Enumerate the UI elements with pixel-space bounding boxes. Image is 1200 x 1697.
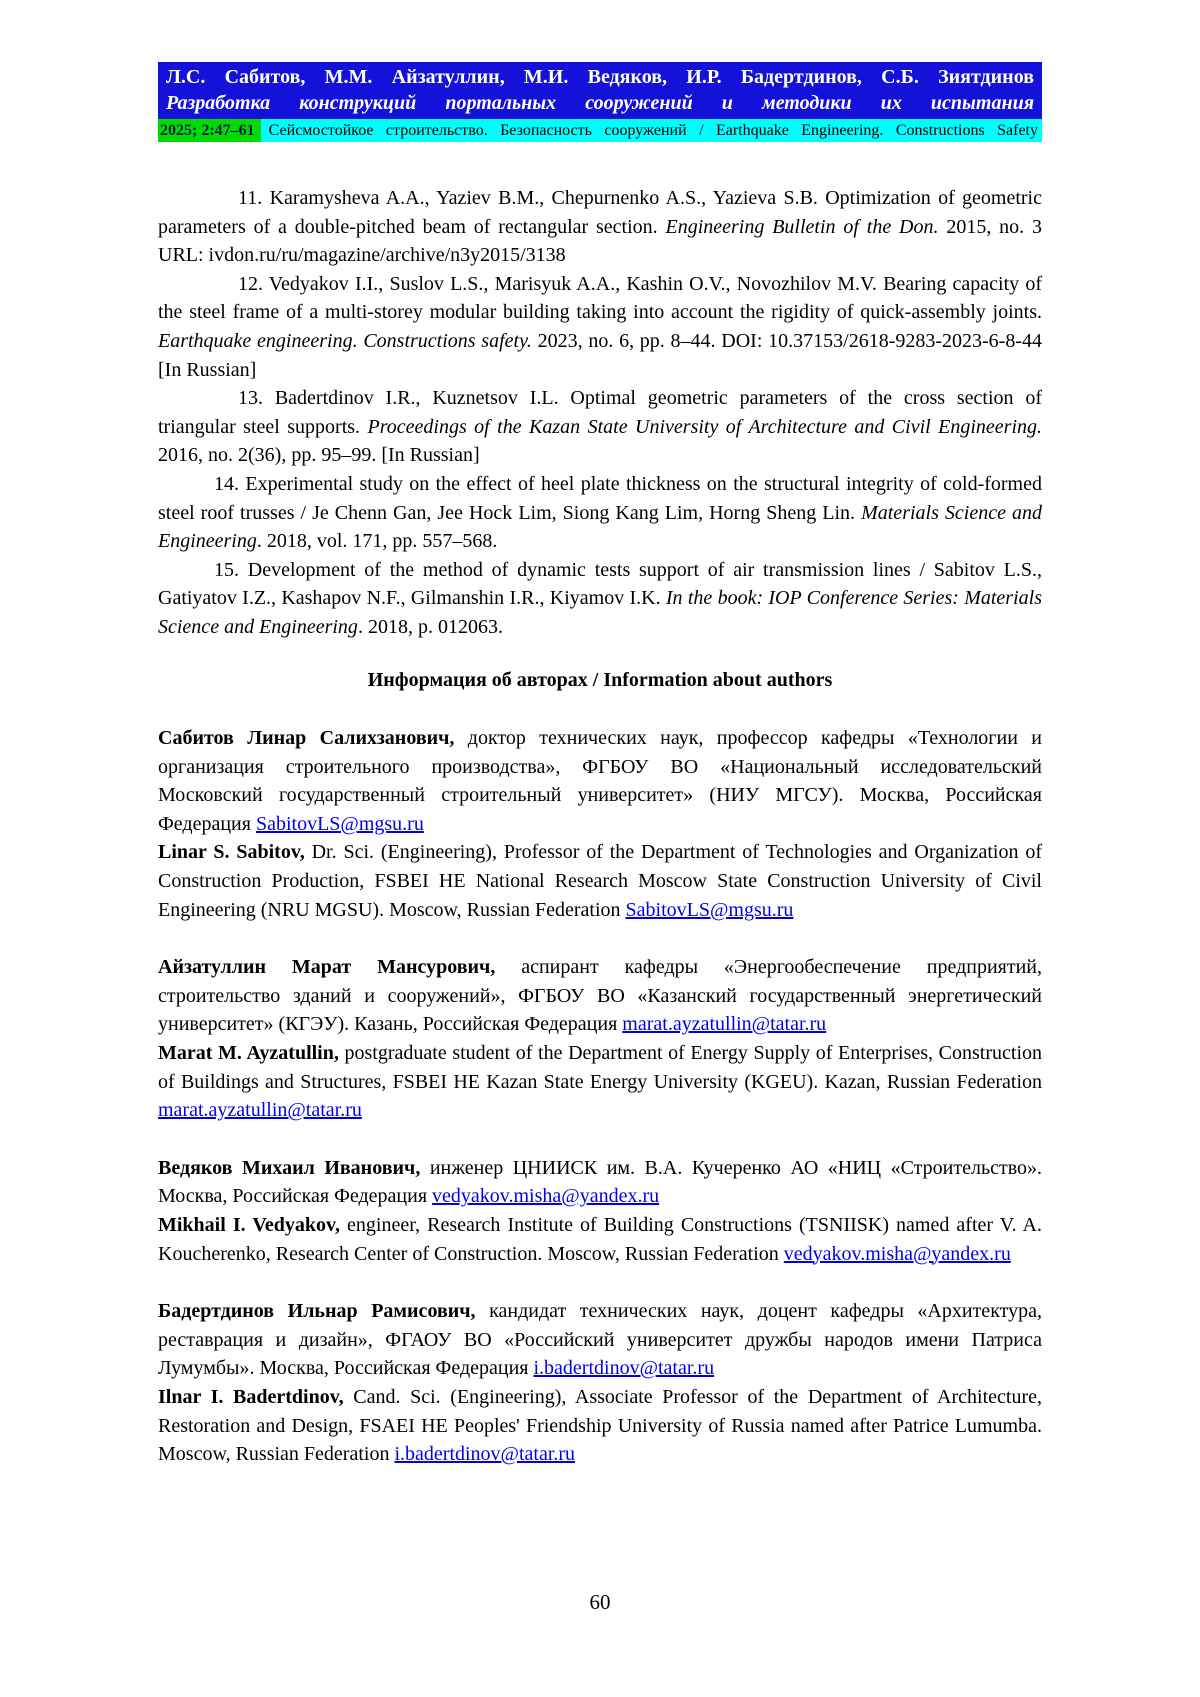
author-paragraph-ru [158,724,1042,838]
text-run: 12. Vedyakov I.I., Suslov L.S., Marisyuk A.A., Kashin O.V., Novozhilov M.V. Bearing capacity of the steel frame of a multi-storey modular building taking into account the rigidity of quick-assembly joints. [158,272,1042,324]
author-block-ayzatullin [158,953,1042,1125]
source-title: In the book: IOP Conference Series: Materials Science and Engineering [158,587,1042,638]
email-link[interactable]: i.badertdinov@tatar.ru [533,1357,715,1380]
page-footer [0,1588,1200,1616]
source-title: Engineering Bulletin of the Don. [665,215,939,238]
author-name: Mikhail I. Vedyakov, [158,1214,340,1236]
text-run: engineer, Research Institute of Building Constructions (TSNIISK) named after V. A. Koucherenko, Research Center of Construction. Moscow, Russian Federation [158,1214,1042,1265]
text-run: . 2018, vol. 171, pp. 557–568. [256,530,498,553]
author-paragraph-ru [158,1297,1042,1383]
author-name: Linar S. Sabitov, [158,841,305,864]
text-run: 11. Karamysheva A.A., Yaziev B.M., Chepurnenko A.S., Yazieva S.B. Optimization of geometric parameters of a double-pitched beam of rectangular section. [158,187,1042,238]
text-run: 2023, no. 6, pp. 8–44. DOI: 10.37153/2618-9283-2023-6-8-44 [In Russian] [158,329,1042,381]
reference-item-15 [158,556,1042,642]
author-name: Ilnar I. Badertdinov, [158,1385,344,1408]
author-paragraph-ru [158,1154,1042,1211]
reference-item-14 [158,470,1042,556]
journal-header [158,62,1042,142]
email-link[interactable]: vedyakov.misha@yandex.ru [432,1185,660,1208]
page-number: 60 [589,1590,611,1614]
reference-item-11 [158,184,1042,270]
author-paragraph-en [158,838,1042,924]
email-link[interactable]: SabitovLS@mgsu.ru [255,812,424,835]
author-paragraph-en [158,1383,1042,1469]
text-run: . 2018, p. 012063. [357,615,503,638]
reference-item-12 [158,270,1042,384]
text-run: аспирант кафедры «Энергообеспечение предприятий, строительство зданий и сооружений», ФГБОУ ВО «Казанский государственный энергетический университет» (КГЭУ). Казань, Российская Федерация [158,956,1042,1036]
author-block-vedyakov [158,1154,1042,1268]
running-head-article-title: Разработка конструкций портальных сооружений и методики их испытания [166,92,1034,114]
text-run: 14. Experimental study on the effect of heel plate thickness on the structural integrity of cold-formed steel roof trusses / Je Chenn Gan, Jee Hock Lim, Siong Kang Lim, Horng Sheng Lin. [158,472,1042,524]
email-link[interactable]: SabitovLS@mgsu.ru [625,898,794,921]
text-run: 13. Badertdinov I.R., Kuznetsov I.L. Optimal geometric parameters of the cross section of triangular steel supports. [158,387,1042,438]
source-title: Materials Science and Engineering [158,501,1042,553]
text-run: postgraduate student of the Department of Energy Supply of Enterprises, Construction of Buildings and Structures, FSBEI HE Kazan State Energy University (KGEU). Kazan, Russian Federation [158,1042,1042,1093]
text-run: 2015, no. 3 URL: ivdon.ru/ru/magazine/archive/n3y2015/3138 [158,215,1043,267]
source-title: Earthquake engineering. Constructions safety. [158,329,532,352]
email-link[interactable]: marat.ayzatullin@tatar.ru [158,1099,362,1122]
email-link[interactable]: vedyakov.misha@yandex.ru [783,1242,1011,1265]
author-name: Сабитов Линар Салихзанович, [158,727,455,750]
authors-section-heading: Информация об авторах / Information about authors [367,668,833,691]
author-paragraph-en [158,1211,1042,1268]
author-block-badertdinov [158,1297,1042,1469]
journal-name: Сейсмостойкое строительство. Безопасность сооружений / Earthquake Engineering. Constructions Safety [261,119,1042,142]
text-run: доктор технических наук, профессор кафедры «Технологии и организация строительного производства», ФГБОУ ВО «Национальный исследовательский Московский государственный строительный университет» (НИУ МГСУ). Москва, Российская Федерация [158,727,1042,835]
text-run: 15. Development of the method of dynamic tests support of air transmission lines / Sabitov L.S., Gatiyatov I.Z., Kashapov N.F., Gilmanshin I.R., Kiyamov I.K. [158,558,1042,610]
text-run: кандидат технических наук, доцент кафедры «Архитектура, реставрация и дизайн», ФГАОУ ВО «Российский университет дружбы народов имени Патриса Лумумбы». Москва, Российская Федерация [158,1300,1042,1380]
header-blue-block [158,62,1042,119]
references-section [158,184,1042,642]
text-run: 2016, no. 2(36), pp. 95–99. [In Russian] [158,444,480,467]
email-link[interactable]: i.badertdinov@tatar.ru [394,1443,576,1466]
author-name: Айзатуллин Марат Мансурович, [158,956,496,979]
running-head-authors: Л.С. Сабитов, М.М. Айзатуллин, М.И. Ведяков, И.Р. Бадертдинов, С.Б. Зиятдинов [166,66,1034,88]
author-paragraph-en [158,1039,1042,1125]
source-title: Proceedings of the Kazan State University of Architecture and Civil Engineering. [367,415,1042,438]
text-run: Cand. Sci. (Engineering), Associate Professor of the Department of Architecture, Restoration and Design, FSAEI HE Peoples' Friendship University of Russia named after Patrice Lumumba. Moscow, Russian Federation [158,1385,1042,1466]
author-block-sabitov [158,724,1042,924]
issue-pages-badge: 2025; 2:47–61 [158,119,261,142]
text-run: инженер ЦНИИСК им. В.А. Кучеренко АО «НИЦ «Строительство». Москва, Российская Федерация [158,1156,1042,1208]
author-name: Marat M. Ayzatullin, [158,1042,339,1065]
author-name: Бадертдинов Ильнар Рамисович, [158,1300,476,1323]
reference-item-13 [158,384,1042,470]
text-run: Dr. Sci. (Engineering), Professor of the Department of Technologies and Organization of Construction Production, FSBEI HE National Research Moscow State Construction University of Civil Engineering (NRU MGSU). Moscow, Russian Federation [158,841,1042,921]
email-link[interactable]: marat.ayzatullin@tatar.ru [622,1013,827,1036]
author-paragraph-ru [158,953,1042,1039]
journal-info-band [158,119,1042,142]
author-name: Ведяков Михаил Иванович, [158,1156,421,1179]
authors-section [158,724,1042,1469]
